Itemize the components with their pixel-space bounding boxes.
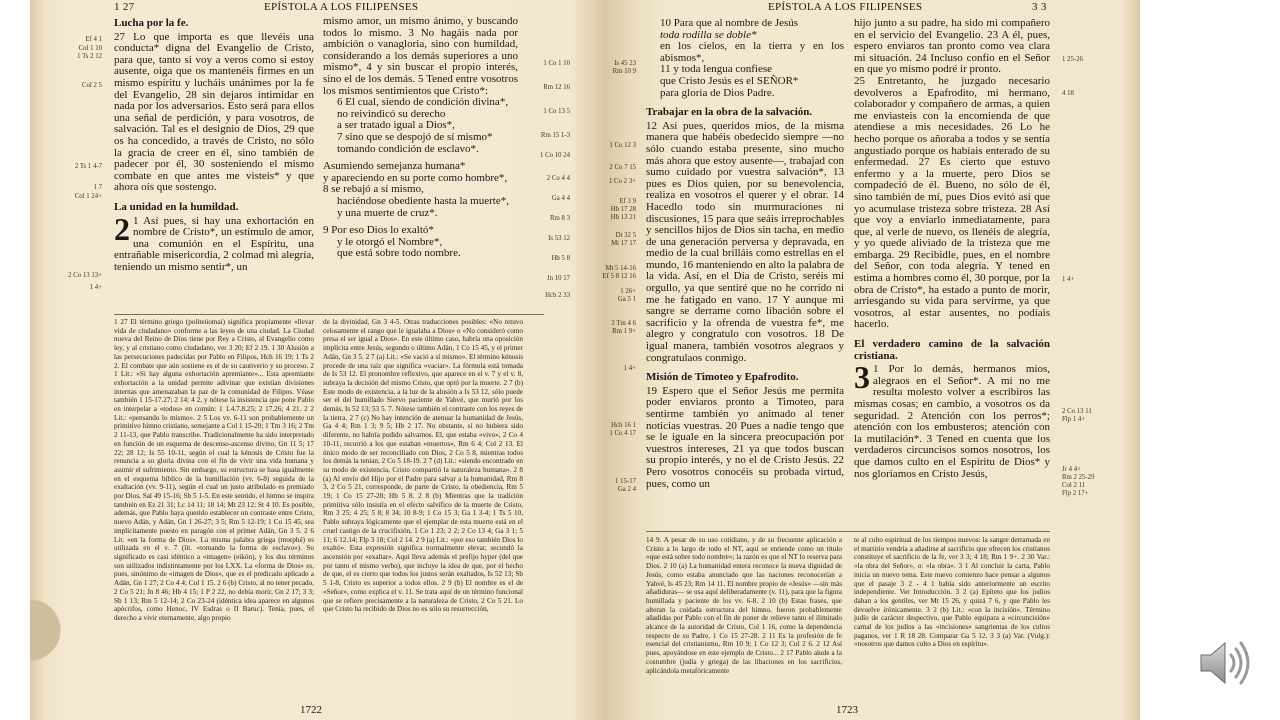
left-margin-refs xyxy=(30,36,102,296)
left-running-header-ref: 1 27 xyxy=(114,1,135,13)
footnotes-column-1: 1 27 El término griego (politeúomai) significa propiamente «llevar vida de ciudadano» conforme a las leyes de una ciudad. La Ciudad nueva del Reino de Dios tiene por Rey a Cristo, al Evangelio como ley, y al cristiano como ciudadano, ver 3 20; Ef 2 19. 1 30 Alusión a las persecuciones padecidas por Pablo en Filipos, Hch 16 19; 1 Ts 2 2. El combate que aún sostiene es el de su cautiverio y su proceso. 2 1 Lit.: «Si hay alguna exhortación apremiante»... Esta apremiante exhortación a la unidad permite adivinar que existían divisiones internas que amenazaban la paz de la comunidad de Filipos. Véase también 1 15-17.27; 2 14; 4 2, y nótese la insistencia que pone Pablo en interpelar a «todos» en común: 1 1.4.7.8.25; 2 17.26; 4 21. 2 2 Lit.: «pensando lo mismo». 2 5 Los vv. 6-11 son probablemente un primitivo himno cristiano, semejante a Col 1 15-20; 1 Tm 3 16; 2 Tm 2 11-13, que Pablo transcribe. Tradicionalmente ha sido interpretado en función de un esquema de descenso-ascenso divino, Gn 11 5; 17 22; 28 12; Is 55 10-11, según el cual la kénosis de Cristo fue la renuncia a su gloria divina con el fin de vivir una vida humana y asumir el sufrimiento. Sin embargo, su estructura se basa igualmente en el esquema bíblico de la humillación (vv. 6-8) seguida de la exaltación (vv. 9-11), según el cual un justo atribulado es premiado por Dios, Sal 49 15-16; Sb 5 1-5. En este sentido, el himno se inspira también en Ez 21 31; Lc 14 11; 18 14; Mt 23 12; St 4 10. Es posible, además, que Pablo haya querido establecer un contraste entre Cristo, nuevo Adán, y Adán, Gn 1 26-27; 3 5; Rm 5 12-19; 1 Co 15 45, sea implícitamente puesto en paragón con el primer Adán, Gn 3 5. 2 6 Lit. «en la forma de Dios». La misma palabra griega (morphé) es utilizada en el v. 7 (lit. «tomando la forma de esclavo»). Su significado es casi idéntico a «imagen» (eikón), y los dos términos son utilizados indistintamente por los LXX. La «forma de Dios» es, pues, sinónimo de «imagen de Dios», que es el predicado aplicado a Adán, Gn 1 27; 2 Co 4 4; Col 1 15. 2 6 (b) Cristo, al no tener pecado, 2 Co 5 21; Jn 8 46; Hb 4 15; 1 P 2 22, no debía morir, Gn 2 17; 3 3; Sb 1 13; Rm 5 12-14; 2 Co 23-24 (idéntica idea aparece en algunos apócrifos, como Henoc, IV Esdras o II Baruc). Tenía, pues, el derecho a vivir eternamente, algo propio xyxy=(114,318,314,622)
margin-ref: Rm 15 1-3 xyxy=(540,132,570,139)
section-heading: Trabajar en la obra de la salvación. xyxy=(646,106,813,119)
margin-ref: 1 7 xyxy=(93,184,102,191)
verse-paragraph: 19 Espero que el Señor Jesús me permita poder enviaros pronto a Timoteo, para sentirme también yo animado al tener noticias vuestras. 20 Pues a nadie tengo que se le iguale en la sincera preocupación por vuestros intereses, 21 ya que todos buscan su propio interés, y no el de Cristo Jesús. 22 Pero vosotros conocéis su probada virtud, pues, como un xyxy=(646,384,844,490)
margin-ref: Dt 32 5 xyxy=(615,232,636,239)
margin-ref: Ef 5 8 12 16 xyxy=(602,273,636,280)
margin-ref: 1 25-26 xyxy=(1062,56,1083,63)
margin-ref: Mt 17 17 xyxy=(611,240,636,247)
hymn-line: que está sobre todo nombre. xyxy=(337,247,461,260)
margin-ref: Ga 5 1 xyxy=(617,296,636,303)
hymn-line: 7 sino que se despojó de sí mismo* xyxy=(337,130,493,143)
right-page xyxy=(600,0,1120,720)
margin-ref: Col 2 11 xyxy=(1062,482,1086,489)
margin-ref: 2 Co 7 15 xyxy=(609,164,636,171)
footnote-divider xyxy=(646,531,1050,532)
hymn-line: 9 Por eso Dios lo exaltó* xyxy=(323,224,434,237)
margin-ref: Rm 2 25-29 xyxy=(1062,474,1095,481)
margin-ref: Mt 5 14-16 xyxy=(605,265,636,272)
margin-ref: Ef 3 9 xyxy=(619,198,636,205)
verse-paragraph: 27 Lo que importa es que llevéis una conducta* digna del Evangelio de Cristo, para que, tanto si voy a veros como si estoy ausente, oiga que os mantenéis firmes en un mismo espíritu y lucháis unánimes por la fe del Evangelio, 28 sin dejaros intimidar en nada por los adversarios. Esto será para ellos una señal de perdición, y para vosotros, de salvación. Tal es el designio de Dios, 29 que os ha concedido, a través de Cristo, no sólo la gracia de creer en él, sino también de padecer por él, 30 sosteniendo el mismo combate en que antes me visteis* y que ahora oís que sostengo. xyxy=(114,30,314,194)
verse-paragraph: 1 Así pues, si hay una exhortación en nombre de Cristo*, un estímulo de amor, una comunión en el Espíritu, una entrañable misericordia, 2 colmad mi alegría, teniendo un mismo sentir*, un xyxy=(114,214,314,273)
hymn-line: 8 se rebajó a sí mismo, xyxy=(323,183,424,196)
footnotes-column-1: 14 9. A pesar de su uso cotidiano, y de su frecuente aplicación a Cristo a lo largo de todo el NT, aquí se entiende como un título «que está sobre todo nombre»; la razón es que el NT lo reserva para Dios. 2 10 (a) La humanidad entera reconoce la nueva dignidad de Jesús, como estaba anunciado que las naciones reconocerían a Yahvé, Is 45 23; Rm 14 11. El nombre propio de «Jesús» —sin más añadiduras— se usa aquí deliberadamente (v. 11), para que la figura humillada y paciente de los vv. 6-8. 2 10 (b) Estas frases, que alteran la cuidada estructura del himno, fueron probablemente añadidas por Pablo con el fin de poner de relieve tanto el ilimitado alcance de la autoridad de Cristo, Col 1 16, como la dependencia respecto de su Padre, 1 Co 15 27-28. 2 11 Es la profesión de fe esencial del cristianismo, Rm 10 9; 1 Co 12 3; Col 2 6. 2 12 Así pues, apoyándose en este ejemplo de Cristo... 2 17 Pablo alude a la costumbre (judía y griega) de las libaciones en los sacrificios, aplicándola metafóricamente xyxy=(646,536,842,675)
margin-ref: 1 Co 13 5 xyxy=(543,108,570,115)
hymn-line: toda rodilla se doble* xyxy=(660,28,757,41)
margin-ref: Jn 10 17 xyxy=(546,275,570,282)
margin-ref: Hch 2 33 xyxy=(545,292,570,299)
hymn-line: tomando condición de esclavo*. xyxy=(337,142,479,155)
hymn-line: en los cielos, en la tierra y en los abismos*, xyxy=(660,40,844,64)
hymn-line: y una muerte de cruz*. xyxy=(337,206,438,219)
hymn-line: 10 Para que al nombre de Jesús xyxy=(660,18,799,29)
margin-ref: 1 Co 4 17 xyxy=(609,430,636,437)
hymn-line: que Cristo Jesús es el SEÑOR* xyxy=(660,74,799,87)
margin-ref: Flp 1 4+ xyxy=(1062,416,1086,423)
speaker-icon[interactable] xyxy=(1195,633,1255,693)
chapter-number: 2 xyxy=(114,210,130,247)
section-heading: El verdadero camino de la salvación cristiana. xyxy=(854,338,1050,362)
margin-ref: 1 4+ xyxy=(623,365,636,372)
margin-ref: Ga 2 4 xyxy=(617,486,636,493)
margin-ref: 1 4+ xyxy=(89,284,102,291)
margin-ref: Hb 5 8 xyxy=(551,255,570,262)
section-heading: Misión de Timoteo y Epafrodito. xyxy=(646,371,799,384)
hymn-line: 11 y toda lengua confiese xyxy=(660,63,772,76)
left-column-1 xyxy=(114,16,314,308)
page-number: 1722 xyxy=(300,704,322,716)
right-inner-margin-refs xyxy=(600,60,636,500)
footnotes-column-2: de la divinidad, Gn 3 4-5. Otras traducciones posibles: «No retuvo celosamente el rango que le igualaba a Dios» o «No consideró como presa el ser igual a Dios». En este último caso, habría una oposición implícita entre Jesús, segundo o último Adán, 1 Co 15 45, y el primer Adán, Gn 3 5. 2 7 (a) Lit.: «Se vació a sí mismo». El término kénosis procede de una raíz que significa «vaciar». La fórmula está tomada de Is 53 12. El pronombre reflexivo, que aparece en el v. 7 y el v. 8, subraya la decisión del mismo Cristo, que optó por la muerte. 2 7 (b) Este modo de existencia, a la luz de la alusión a Is 53 12, sólo puede ser el del humillado Siervo paciente de Yahvé, que murió por los demás, Is 52 13; 53 5. 7. Nótese también el contraste con los reyes de la tierra. 2 7 (c) No hay intención de atenuar la humanidad de Jesús, Ga 4 4; Rm 1 3; 9 5; Hb 2 17. No obstante, si no hubiera sido diferente, no habría podido salvarnos. El, que estaba «vivo», 2 Co 4 10-11, recorrió a los que estaban «muertos», Rm 6 4; Col 2 13. El único modo de ser reconciliado con Dios, 2 Co 5 8, mientras todos los demás la tenían, 2 Co 5 18-19. 2 7 (d) Lit.: «siendo encontrado en su modo de existencia, Cristo compartió la naturaleza humana». 2 8 (a) Al envío del Hijo por el Padre para salvar a la humanidad, Rm 8 3, 2 Co 5 21, corresponde, de parte de Cristo, la obediencia, Rm 5 19; 1 Co 15 27-28; Hb 5 8. 2 8 (b) Mientras que la tradición primitiva sólo insistía en el efecto salvífico de la muerte de Cristo, Rm 3 25; 4 25; 5 8; 8 34; 10 8-9; 1 Co 15 3; Ga 1 3-4; 1 Ts 5 10, Pablo subraya lógicamente que el ejemplar de esta muerte está en el cruel castigo de la crucifixión, 1 Co 1 23; 2 2; 2 Co 13 4; Ga 3 1; 5 11; 6 12.14; Flp 3 18; Col 2 14. 2 9 (a) Lit.: «por eso también Dios lo exaltó». Esta expresión significa normalmente elevar, secundó la ascensión por «exaltar». Aquí lleva además el prefijo hyper (del que por tanto el mismo verbo), que incluye la idea de que, por el hecho de que, el es cierto que todos los justos serán exaltados, Is 52 13; Sb 5 1-8, Cristo es superior a todos ellos. 2 9 (b) El nombre es el de «Señor», como explica el v. 11. Se trata aquí de un término funcional que se refiere precisamente a la naturaleza de Cristo, 2 Co 5 21. Lo que Cristo ha recibido de Dios no es sólo su resurrección, xyxy=(323,318,523,614)
right-running-header-ref: 3 3 xyxy=(1032,1,1047,13)
margin-ref: Hch 16 1 xyxy=(611,422,636,429)
margin-ref: Is 53 12 xyxy=(548,235,570,242)
margin-ref: 1 Co 1 10 xyxy=(543,60,570,67)
margin-ref: Col 1 24+ xyxy=(74,193,102,200)
section-heading: La unidad en la humildad. xyxy=(114,200,239,213)
hymn-line: y le otorgó el Nombre*, xyxy=(337,235,443,248)
margin-ref: 2 Co 13 11 xyxy=(1062,408,1092,415)
left-column-2 xyxy=(323,16,518,308)
margin-ref: Ef 4 1 xyxy=(85,36,102,43)
margin-ref: 2 Tm 4 6 xyxy=(611,320,636,327)
hymn-line: haciéndose obediente hasta la muerte*, xyxy=(337,194,509,207)
margin-ref: Flp 2 17+ xyxy=(1062,490,1089,497)
right-running-header-title: EPÍSTOLA A LOS FILIPENSES xyxy=(768,1,923,13)
footnotes-column-2: te al culto espiritual de los tiempos nuevos: la sangre derramada en el martirio vendría a añadirse al sacrificio que ofrecen los cristianos constituye el sacrificio de la fe, ver 3 3; 4 18; Rm 1 9+. 2 30 Var.: «la obra del Señor», o: «la obra». 3 1 Al concluir la carta, Pablo inicia un nuevo tema. Este nuevo comienzo hace pensar a algunos que el pasaje 3 2 - 4 1 había sido anteriormente un escrito independiente. Ver Introducción. 3 2 (a) Epíteto que los judíos daban a los gentiles, ver Mt 15 26, y quizá 7 6, y que Pablo les devuelve irónicamente. 3 2 (b) Lit.: «con la incisión». Término judío de carácter despectivo, que Pablo equipara a «circuncisión» carnal de los judíos a las «incisiones» sangrientas de los cultos paganos, ver 1 R 18 28. Comparar Ga 5 12. 3 3 (a) Var. (Vulg.): «nosotros que damos culto a Dios en espíritu». xyxy=(854,536,1050,649)
margin-ref: Rm 10 9 xyxy=(612,68,636,75)
right-column-1 xyxy=(646,18,844,516)
speaker-icon-graphic xyxy=(1195,633,1255,693)
hymn-line: para gloria de Dios Padre. xyxy=(660,86,775,99)
right-outer-margin-refs xyxy=(1062,56,1118,497)
hymn-line: no reivindicó su derecho xyxy=(337,107,446,120)
verse-paragraph: 25 Entretanto, he juzgado necesario devolveros a Epafrodito, mi hermano, colaborador y compañero de armas, a quien me enviasteis con la encomienda de que atendiese a mis necesidades. 26 Lo he hecho porque os añoraba a todos y se sentía angustiado porque os habíais enterado de su enfermedad. 27 Es cierto que estuvo enfermo y a la muerte, pero Dios se compadeció de él. Bueno, no sólo de él, sino también de mí, pues Dios evitó así que yo acumulase tristeza sobre tristeza. 28 Así que voy a enviarlo inmediatamente, para que, al verle de nuevo, os llenéis de alegría, y yo quede aliviado de la tristeza que me embarga. 29 Recibidle, pues, en el nombre del Señor, con toda alegría. Y tened en estima a hombres como él, 30 porque, por la obra de Cristo*, ha estado a punto de morir, arriesgando su vida para servirme, ya que vosotros, al estar ausentes, no podíais hacerlo. xyxy=(854,74,1050,331)
margin-ref: 1 26+ xyxy=(620,288,636,295)
margin-ref: Is 45 23 xyxy=(614,60,636,67)
chapter-number: 3 xyxy=(854,359,870,396)
margin-ref: 4 18 xyxy=(1062,90,1074,97)
margin-ref: 2 Co 13 13+ xyxy=(68,272,102,279)
verse-paragraph: hijo junto a su padre, ha sido mi compañero en el servicio del Evangelio. 23 A él, pues, espero enviaros tan pronto como vea clara mi situación. 24 Incluso confío en el Señor en que yo mismo podré ir pronto. xyxy=(854,18,1050,76)
margin-ref: Rm 12 16 xyxy=(543,84,570,91)
margin-ref: 1 Co 2 3+ xyxy=(608,178,636,185)
margin-ref: Col 1 10 xyxy=(78,45,102,52)
verse-paragraph: 12 Así pues, queridos míos, de la misma manera que habéis obedecido siempre —no sólo cuando estaba presente, sino mucho más ahora que estoy ausente—, trabajad con sumo cuidado por vuestra salvación*, 13 pues es Dios quien, por su benevolencia, realiza en vosotros el querer y el obrar. 14 Hacedlo todo sin murmuraciones ni discusiones, 15 para que seáis irreprochables y sencillos hijos de Dios sin tacha, en medio de una generación perversa y depravada, en medio de la cual brilláis como estrellas en el mundo, 16 manteniendo en alto la palabra de la vida. Así, en el Día de Cristo, seréis mi orgullo, ya que sentiré que no he corrido ni me he fatigado en vano. 17 Y aunque mi sangre se derrame como libación sobre el sacrificio y la ofrenda de vuestra fe*, me alegro y congratulo con vosotros. 18 De igual manera, también vosotros alegraos y congratulaos conmigo. xyxy=(646,119,844,364)
page-number: 1723 xyxy=(836,704,858,716)
left-running-header-title: EPÍSTOLA A LOS FILIPENSES xyxy=(264,1,419,13)
verse-paragraph: mismo amor, un mismo ánimo, y buscando todos lo mismo. 3 No hagáis nada por ambición o vanagloria, sino con humildad, considerando a los demás superiores a uno mismo*, 4 y sin buscar el propio interés, sino el de los demás. 5 Tened entre vosotros los mismos sentimientos que Cristo*: xyxy=(323,16,518,97)
verse-paragraph: 1 Por lo demás, hermanos míos, alegraos en el Señor*. A mí no me resulta molesto volver a escribiros las mismas cosas; en cambio, a vosotros os da seguridad. 2 Atención con los perros*; atención con los embusteros; atención con la mutilación*. 3 Tened en cuenta que los verdaderos circuncisos somos nosotros, los que damos culto en el Espíritu de Dios* y nos gloriamos en Cristo Jesús, xyxy=(854,363,1050,480)
margin-ref: 1 Ts 2 12 xyxy=(77,53,102,60)
right-column-2 xyxy=(854,18,1050,516)
margin-ref: 2 Co 4 4 xyxy=(546,175,570,182)
margin-ref: Rm 1 9+ xyxy=(612,328,636,335)
hymn-line: y apareciendo en su porte como hombre*, xyxy=(323,171,508,184)
section-heading: Lucha por la fe. xyxy=(114,17,189,29)
left-page xyxy=(30,0,570,720)
hymn-line: Asumiendo semejanza humana* xyxy=(323,160,466,173)
margin-ref: 2 Ts 1 4-7 xyxy=(74,163,102,170)
margin-ref: 1 4+ xyxy=(1062,276,1075,283)
margin-ref: Hb 17 28 xyxy=(610,206,636,213)
margin-ref: Ga 4 4 xyxy=(551,195,570,202)
margin-ref: 1 Co 12 3 xyxy=(609,142,636,149)
inner-margin-refs xyxy=(522,60,570,300)
footnote-divider xyxy=(114,314,544,315)
hymn-line: 6 El cual, siendo de condición divina*, xyxy=(337,96,509,109)
hymn-line: a ser tratado igual a Dios*, xyxy=(337,119,455,132)
margin-ref: Hb 13 21 xyxy=(610,214,636,221)
margin-ref: Rm 8 3 xyxy=(549,215,570,222)
margin-ref: 1 15-17 xyxy=(615,478,636,485)
margin-ref: Col 2 5 xyxy=(81,82,102,89)
margin-ref: 1 Co 10 24 xyxy=(539,152,570,159)
margin-ref: Jr 4 4+ xyxy=(1062,466,1081,473)
